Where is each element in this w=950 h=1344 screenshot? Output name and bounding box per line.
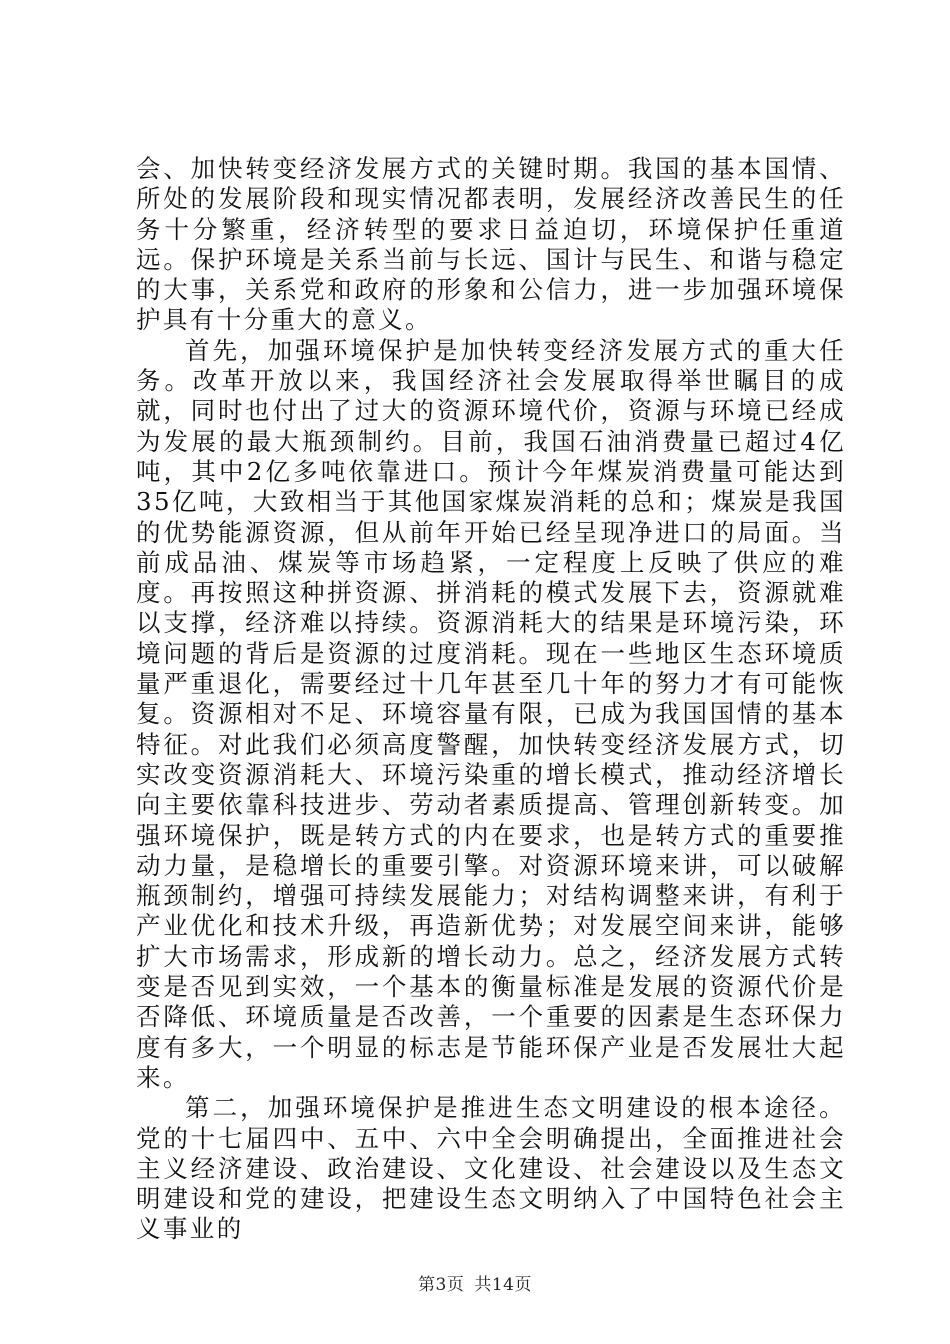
page-footer [0,1270,950,1295]
paragraph-1: 会、加快转变经济发展方式的关键时期。我国的基本国情、所处的发展阶段和现实情况都表明，发展经济改善民生的任务十分繁重，经济转型的要求日益迫切，环境保护任重道远。保护环境是关系当前与长远、国计与民生、和谐与稳定的大事，关系党和政府的形象和公信力，进一步加强环境保护具有十分重大的意义。 [136,154,846,335]
paragraph-2: 首先，加强环境保护是加快转变经济发展方式的重大任务。改革开放以来，我国经济社会发展取得举世瞩目的成就，同时也付出了过大的资源环境代价，资源与环境已经成为发展的最大瓶颈制约。目前，我国石油消费量已超过4亿吨，其中2亿多吨依靠进口。预计今年煤炭消费量可能达到35亿吨，大致相当于其他国家煤炭消耗的总和；煤炭是我国的优势能源资源，但从前年开始已经呈现净进口的局面。当前成品油、煤炭等市场趋紧，一定程度上反映了供应的难度。再按照这种拼资源、拼消耗的模式发展下去，资源就难以支撑，经济难以持续。资源消耗大的结果是环境污染，环境问题的背后是资源的过度消耗。现在一些地区生态环境质量严重退化，需要经过十几年甚至几十年的努力才有可能恢复。资源相对不足、环境容量有限，已成为我国国情的基本特征。对此我们必须高度警醒，加快转变经济发展方式，切实改变资源消耗大、环境污染重的增长模式，推动经济增长向主要依靠科技进步、劳动者素质提高、管理创新转变。加强环境保护，既是转方式的内在要求，也是转方式的重要推动力量，是稳增长的重要引擎。对资源环境来讲，可以破解瓶颈制约，增强可持续发展能力；对结构调整来讲，有利于产业优化和技术升级，再造新优势；对发展空间来讲，能够扩大市场需求，形成新的增长动力。总之，经济发展方式转变是否见到实效，一个基本的衡量标准是发展的资源代价是否降低、环境质量是否改善，一个重要的因素是生态环保力度有多大，一个明显的标志是节能环保产业是否发展壮大起来。 [136,335,846,1092]
page-total: 共14页 [474,1275,532,1295]
paragraph-3: 第二，加强环境保护是推进生态文明建设的根本途径。党的十七届四中、五中、六中全会明确提出，全面推进社会主义经济建设、政治建设、文化建设、社会建设以及生态文明建设和党的建设，把建设生态文明纳入了中国特色社会主义事业的 [136,1093,846,1244]
document-body [136,154,846,1245]
page-number: 第3页 [418,1275,465,1295]
